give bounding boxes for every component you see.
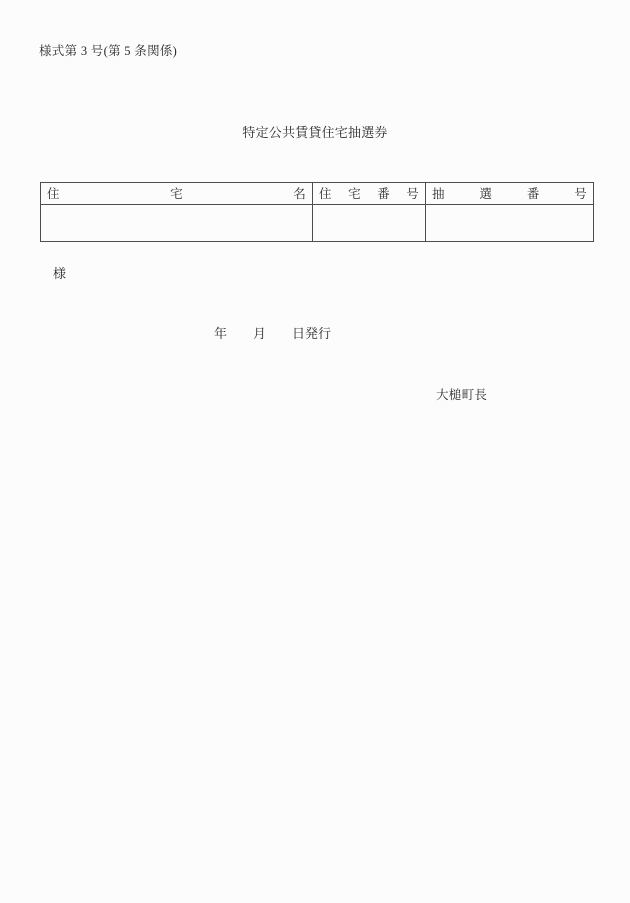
form-number-label: 様式第 3 号(第 5 条関係) — [39, 44, 178, 58]
lottery-ticket-table — [40, 182, 594, 242]
cell-housing-number — [313, 205, 426, 242]
recipient-honorific: 様 — [53, 266, 67, 281]
cell-lottery-number — [426, 205, 594, 242]
issue-date-line: 年 月 日発行 — [214, 326, 332, 341]
cell-housing-name — [41, 205, 313, 242]
table-row — [41, 205, 594, 242]
table-header-row — [41, 183, 594, 205]
issuer-title: 大槌町長 — [436, 388, 488, 402]
header-lottery-number: 抽選番号 — [426, 183, 594, 205]
header-housing-name: 住宅名 — [41, 183, 313, 205]
header-housing-number: 住宅番号 — [313, 183, 426, 205]
document-title: 特定公共賃貸住宅抽選券 — [242, 125, 388, 140]
